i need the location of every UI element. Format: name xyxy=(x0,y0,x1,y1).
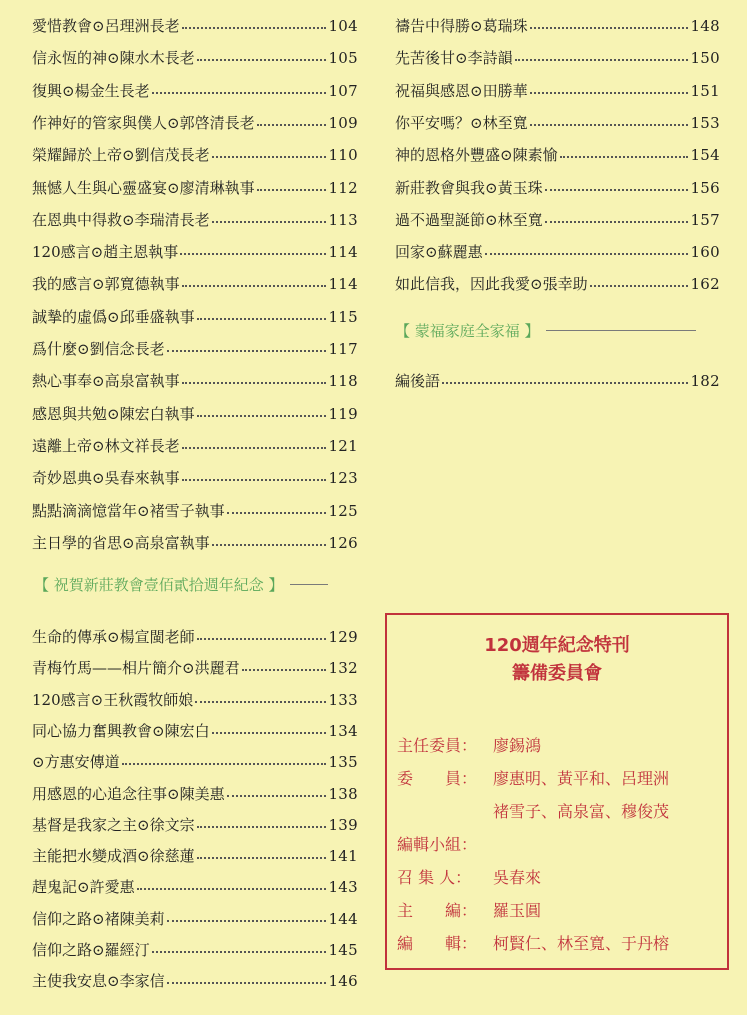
toc-entry-page: 144 xyxy=(328,909,358,928)
toc-leader-dots xyxy=(122,749,327,765)
toc-entry-title: 信仰之路⊙羅經汀 xyxy=(32,941,150,959)
section-heading-family xyxy=(395,318,696,342)
toc-entry-page: 182 xyxy=(690,372,720,390)
toc-entry-title: 我的感言⊙郭寬德執事 xyxy=(32,275,180,294)
toc-entry-title: 你平安嗎？⊙林至寬 xyxy=(395,113,528,132)
toc-leader-dots xyxy=(212,718,327,734)
toc-entry-page: 139 xyxy=(328,815,358,834)
toc-entry-page: 107 xyxy=(328,81,358,100)
committee-row xyxy=(397,898,721,924)
committee-row xyxy=(397,733,721,759)
toc-entry xyxy=(32,938,358,962)
toc-entry xyxy=(32,907,358,931)
toc-entry-page: 132 xyxy=(328,659,358,678)
toc-leader-dots xyxy=(560,142,689,158)
toc-entry xyxy=(395,272,720,296)
committee-member-names: 廖惠明、黃平和、呂理洲 xyxy=(493,769,670,788)
toc-entry xyxy=(395,79,720,103)
toc-entry-title: 同心協力奮興教會⊙陳宏白 xyxy=(32,721,210,740)
toc-leader-dots xyxy=(442,368,688,384)
committee-row xyxy=(397,799,721,825)
committee-member-names: 褚雪子、高泉富、穆俊茂 xyxy=(493,802,670,821)
toc-entry-page: 114 xyxy=(328,243,358,262)
committee-member-names: 柯賢仁、林至寬、于丹榕 xyxy=(493,934,670,953)
section-heading-text: 【 祝賀新莊教會壹佰貳拾週年紀念 】 xyxy=(34,575,284,594)
toc-leader-dots xyxy=(197,304,327,320)
toc-entry-title: 120感言⊙趙主恩執事 xyxy=(32,243,179,262)
toc-leader-dots xyxy=(212,530,327,546)
toc-entry-title: 信仰之路⊙褚陳美莉 xyxy=(32,909,165,928)
toc-entry-page: 141 xyxy=(328,847,358,866)
toc-entry xyxy=(32,14,358,38)
toc-entry-title: 回家⊙蘇麗惠 xyxy=(395,243,483,262)
toc-entry-page: 151 xyxy=(690,81,720,100)
toc-entry-title: 用感恩的心追念往事⊙陳美惠 xyxy=(32,784,225,803)
committee-row xyxy=(397,865,721,891)
committee-row xyxy=(397,832,721,858)
toc-leader-dots xyxy=(530,110,689,126)
committee-role-label: 編 輯： xyxy=(397,934,478,953)
section-rule xyxy=(290,584,328,585)
toc-entry xyxy=(395,240,720,264)
toc-entry-title: 愛惜教會⊙呂理洲長老 xyxy=(32,17,180,35)
toc-entry-page: 134 xyxy=(328,721,358,740)
toc-entry xyxy=(32,719,358,743)
toc-entry-page: 117 xyxy=(328,340,358,358)
toc-entry xyxy=(32,750,358,774)
toc-leader-dots xyxy=(180,239,326,255)
toc-leader-dots xyxy=(152,78,327,94)
toc-entry xyxy=(32,79,358,103)
toc-leader-dots xyxy=(485,239,689,255)
toc-leader-dots xyxy=(197,812,327,828)
toc-entry xyxy=(32,844,358,868)
toc-entry xyxy=(32,272,358,296)
toc-leader-dots xyxy=(530,78,689,94)
toc-entry-page: 105 xyxy=(328,49,358,68)
toc-entry-title: 編後語 xyxy=(395,372,441,390)
toc-leader-dots xyxy=(137,874,327,890)
toc-entry-title: 信永恆的神⊙陳水木長老 xyxy=(32,49,195,68)
committee-row xyxy=(397,931,721,957)
toc-entry-page: 146 xyxy=(328,972,358,991)
toc-leader-dots xyxy=(152,937,327,953)
toc-leader-dots xyxy=(167,906,327,922)
toc-entry-title: 先苦後甘⊙李詩韻 xyxy=(395,49,513,68)
toc-entry-title: 誠摯的虛僞⊙邱垂盛執事 xyxy=(32,307,195,326)
toc-entry xyxy=(32,466,358,490)
toc-entry xyxy=(32,337,358,361)
toc-leader-dots xyxy=(182,465,327,481)
toc-entry-title: 主日學的省思⊙高泉富執事 xyxy=(32,533,210,552)
toc-entry xyxy=(395,46,720,70)
toc-entry-page: 135 xyxy=(328,753,358,772)
toc-entry xyxy=(395,143,720,167)
committee-member-names: 廖錫鴻 xyxy=(493,736,542,755)
toc-entry xyxy=(32,875,358,899)
toc-entry-title: 榮耀歸於上帝⊙劉信茂長老 xyxy=(32,146,210,165)
toc-leader-dots xyxy=(182,368,327,384)
toc-entry-page: 109 xyxy=(328,113,358,132)
toc-entry-page: 110 xyxy=(328,146,358,165)
section-heading-anniversary xyxy=(34,572,328,596)
committee-role-label: 主 編： xyxy=(397,901,478,920)
toc-entry xyxy=(32,625,358,649)
toc-entry xyxy=(395,176,720,200)
toc-entry-page: 125 xyxy=(328,501,358,520)
toc-entry-title: 神的恩格外豐盛⊙陳素愉 xyxy=(395,146,558,165)
toc-entry xyxy=(32,656,358,680)
toc-entry xyxy=(32,143,358,167)
toc-leader-dots xyxy=(195,687,326,703)
committee-role-label: 編輯小組： xyxy=(397,835,478,854)
toc-entry xyxy=(32,688,358,712)
toc-leader-dots xyxy=(530,13,689,29)
toc-entry-page: 145 xyxy=(328,941,358,959)
toc-leader-dots xyxy=(227,781,327,797)
committee-box xyxy=(385,613,729,970)
committee-row xyxy=(397,766,721,792)
toc-entry-page: 121 xyxy=(328,436,358,455)
toc-leader-dots xyxy=(182,433,327,449)
toc-entry xyxy=(32,782,358,806)
toc-entry-title: 如此信我，因此我愛⊙張幸助 xyxy=(395,275,588,294)
toc-entry-title: 無憾人生與心靈盛宴⊙廖清琳執事 xyxy=(32,178,255,197)
toc-entry xyxy=(32,208,358,232)
toc-entry-title: 主使我安息⊙李家信 xyxy=(32,972,165,991)
toc-entry xyxy=(32,176,358,200)
toc-entry-page: 104 xyxy=(328,17,358,35)
committee-role-label: 主任委員： xyxy=(397,736,478,755)
toc-entry xyxy=(32,434,358,458)
toc-entry-title: 120感言⊙王秋霞牧師娘 xyxy=(32,690,194,709)
toc-leader-dots xyxy=(182,271,327,287)
toc-entry xyxy=(32,813,358,837)
toc-entry-page: 115 xyxy=(328,307,358,326)
toc-entry-title: 過不過聖誕節⊙林至寬 xyxy=(395,210,543,229)
committee-role-label: 委 員： xyxy=(397,769,478,788)
toc-entry-page: 150 xyxy=(690,49,720,68)
toc-entry-title: 感恩與共勉⊙陳宏白執事 xyxy=(32,404,195,423)
toc-entry-page: 143 xyxy=(328,878,358,897)
toc-leader-dots xyxy=(545,175,689,191)
toc-entry xyxy=(395,369,720,393)
toc-entry-title: 復興⊙楊金生長老 xyxy=(32,81,150,100)
toc-entry-title: 祝福與感恩⊙田勝華 xyxy=(395,81,528,100)
toc-entry-title: 青梅竹馬——相片簡介⊙洪麗君 xyxy=(32,659,240,678)
toc-leader-dots xyxy=(167,968,327,984)
toc-leader-dots xyxy=(242,655,327,671)
right-column xyxy=(395,0,720,600)
toc-entry xyxy=(32,969,358,993)
toc-entry-page: 157 xyxy=(690,210,720,229)
toc-entry-title: 主能把水變成酒⊙徐慈蓮 xyxy=(32,847,195,866)
toc-entry-page: 112 xyxy=(328,178,358,197)
committee-title: 120週年紀念特刊 xyxy=(484,635,630,656)
toc-entry xyxy=(32,111,358,135)
toc-entry-title: 趕鬼記⊙許愛惠 xyxy=(32,878,135,897)
toc-leader-dots xyxy=(182,13,327,29)
committee-member-names: 吳春來 xyxy=(493,868,542,887)
toc-entry-title: 爲什麼⊙劉信念長老 xyxy=(32,340,165,358)
toc-leader-dots xyxy=(257,175,327,191)
toc-entry-title: 新莊教會與我⊙黃玉珠 xyxy=(395,178,543,197)
toc-entry-title: 奇妙恩典⊙吳春來執事 xyxy=(32,469,180,488)
toc-entry-page: 129 xyxy=(328,628,358,646)
toc-entry xyxy=(395,14,720,38)
toc-entry-title: 點點滴滴憶當年⊙褚雪子執事 xyxy=(32,501,225,520)
toc-entry-page: 162 xyxy=(690,275,720,294)
toc-entry-title: 作神好的管家與僕人⊙郭啓清長老 xyxy=(32,113,255,132)
toc-leader-dots xyxy=(257,110,327,126)
toc-leader-dots xyxy=(167,336,327,352)
toc-leader-dots xyxy=(212,207,327,223)
toc-entry-page: 123 xyxy=(328,469,358,488)
toc-entry-page: 114 xyxy=(328,275,358,294)
toc-entry-page: 160 xyxy=(690,243,720,262)
toc-entry xyxy=(32,240,358,264)
committee-member-names: 羅玉圓 xyxy=(493,901,542,920)
committee-role-label: 召 集 人： xyxy=(397,868,472,887)
toc-entry-title: 遠離上帝⊙林文祥長老 xyxy=(32,436,180,455)
toc-entry-page: 119 xyxy=(328,404,358,423)
toc-entry-page: 154 xyxy=(690,146,720,165)
toc-entry-page: 156 xyxy=(690,178,720,197)
toc-entry-title: 禱告中得勝⊙葛瑞珠 xyxy=(395,17,528,35)
toc-entry-page: 148 xyxy=(690,17,720,35)
toc-leader-dots xyxy=(197,401,327,417)
toc-entry xyxy=(32,402,358,426)
toc-entry-title: 基督是我家之主⊙徐文宗 xyxy=(32,815,195,834)
committee-subtitle: 籌備委員會 xyxy=(512,663,602,684)
toc-leader-dots xyxy=(545,207,689,223)
toc-leader-dots xyxy=(515,45,689,61)
left-column xyxy=(32,0,358,1015)
toc-leader-dots xyxy=(227,498,327,514)
toc-entry-page: 118 xyxy=(328,372,358,391)
section-heading-text: 【 蒙福家庭全家福 】 xyxy=(395,321,540,340)
toc-entry-title: ⊙方惠安傳道 xyxy=(32,753,120,772)
toc-entry-page: 126 xyxy=(328,533,358,552)
toc-entry xyxy=(32,305,358,329)
toc-entry-title: 生命的傳承⊙楊宣閩老師 xyxy=(32,628,195,646)
toc-leader-dots xyxy=(212,142,327,158)
toc-entry xyxy=(395,111,720,135)
toc-entry-title: 熱心事奉⊙高泉富執事 xyxy=(32,372,180,391)
toc-leader-dots xyxy=(590,271,689,287)
toc-entry-page: 113 xyxy=(328,210,358,229)
toc-entry-page: 153 xyxy=(690,113,720,132)
section-rule xyxy=(546,330,696,331)
toc-entry xyxy=(32,46,358,70)
toc-leader-dots xyxy=(197,624,327,640)
toc-entry xyxy=(32,499,358,523)
toc-leader-dots xyxy=(197,45,327,61)
toc-entry-page: 133 xyxy=(328,690,358,709)
toc-entry xyxy=(395,208,720,232)
toc-entry xyxy=(32,531,358,555)
toc-entry xyxy=(32,369,358,393)
toc-entry-page: 138 xyxy=(328,784,358,803)
toc-entry-title: 在恩典中得救⊙李瑞清長老 xyxy=(32,210,210,229)
toc-leader-dots xyxy=(197,843,327,859)
